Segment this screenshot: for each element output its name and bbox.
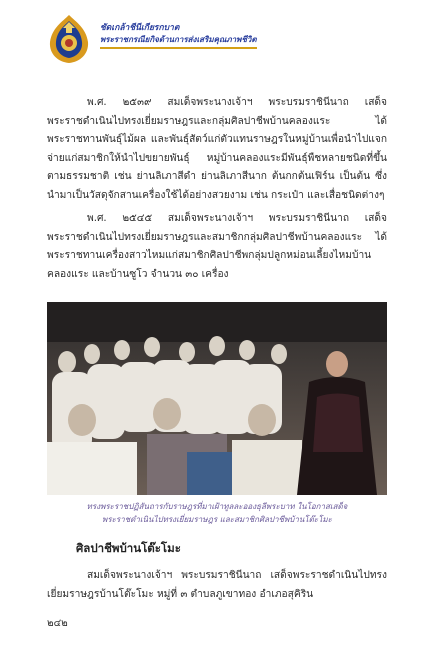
crowd-photo-illustration <box>47 302 387 495</box>
caption-line-2: พระราชดำเนินไปทรงเยี่ยมราษฎร และสมาชิกศิลปาชีพบ้านโต๊ะโมะ <box>102 515 332 524</box>
event-photo <box>47 302 387 495</box>
header-title: ชัดเกล้าชีนีเกียรกบาต <box>100 23 180 33</box>
page-number: ๒๔๒ <box>47 618 68 629</box>
body-paragraph-1: พ.ศ. ๒๕๓๙ สมเด็จพระนางเจ้าฯ พระบรมราชินีนาถ เสด็จพระราชดำเนินไปทรงเยี่ยมราษฎรและกลุ่มศิลปาชีพบ้านคลองแระ ได้พระราชทานพันธุ์ไม้ผล และพันธุ์สัตว์แก่ตัวแทนราษฎรในหมู่บ้านเพื่อนำไปแจกจ่ายแก่สมาชิกให้นำไปขยายพันธุ์ หมู่บ้านคลองแระมีพันธุ์พืชหลายชนิดที่ขึ้นตามธรรมชาติ เช่น ย่านลิเภาสีดำ ย่านลิเภาสีนาก ต้นกกต้นเฟิร์น เป็นต้น ซึ่งนำมาเป็นวัสดุจักสานเครื่องใช้ได้อย่างสวยงาม เช่น กระเป๋า และเสื่อชนิดต่างๆ <box>47 97 387 201</box>
page-header <box>48 14 388 64</box>
section-heading: ศิลปาชีพบ้านโต๊ะโมะ <box>76 541 181 555</box>
header-subtitle: พระราชกรณียกิจด้านการส่งเสริมคุณภาพชีวิต <box>100 34 257 49</box>
royal-emblem-icon <box>48 14 90 64</box>
caption-line-1: ทรงพระราชปฏิสันถารกับราษฎรที่มาเฝ้าทูลละอองธุลีพระบาท ในโอกาสเสด็จ <box>86 502 348 511</box>
closing-paragraph: สมเด็จพระนางเจ้าฯ พระบรมราชินีนาถ เสด็จพระราชดำเนินไปทรงเยี่ยมราษฎรบ้านโต๊ะโมะ หมู่ที่ ๓ ตำบลภูเขาทอง อำเภอสุคิริน <box>47 570 387 600</box>
photo-caption <box>47 500 387 526</box>
body-paragraph-2: พ.ศ. ๒๕๔๕ สมเด็จพระนางเจ้าฯ พระบรมราชินีนาถ เสด็จพระราชดำเนินไปทรงเยี่ยมราษฎรและสมาชิกกลุ่มศิลปาชีพบ้านคลองแระ ได้พระราชทานเครื่องสาวไหมแก่สมาชิกศิลปาชีพกลุ่มปลูกหม่อนเลี้ยงไหมบ้านคลองแระ และบ้านซูโว จำนวน ๓๐ เครื่อง <box>47 213 387 280</box>
